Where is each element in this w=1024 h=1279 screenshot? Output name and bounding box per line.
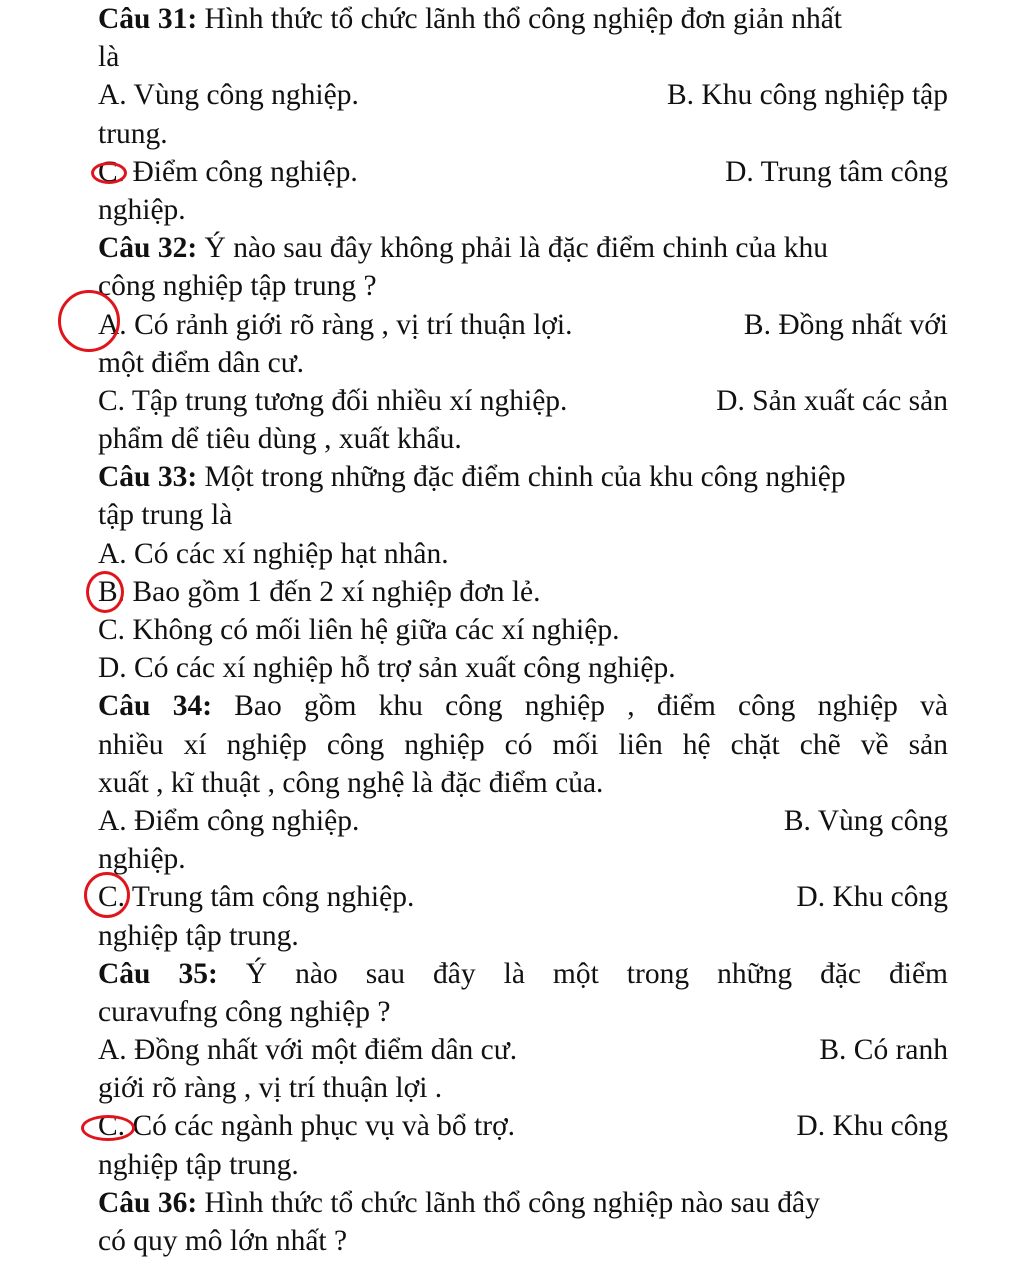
q31-stem: Hình thức tổ chức lãnh thổ công nghiệp đơn giản nhất — [197, 3, 842, 35]
q31-option-b-cont: trung. — [98, 117, 168, 150]
q31-label: Câu 31: — [98, 3, 198, 35]
q34-label: Câu 34: — [98, 690, 213, 723]
q34-option-b-cont: nghiệp. — [98, 843, 186, 876]
q32-option-c: C. Tập trung tương đối nhiều xí nghiệp. — [98, 384, 568, 417]
q35-options-ab — [98, 1031, 948, 1069]
q35-label: Câu 35: — [98, 957, 218, 990]
q31-stem-line-2: là — [98, 41, 120, 74]
q31-options-cd — [98, 153, 948, 191]
q36-stem-line-1 — [98, 1184, 948, 1222]
q32-stem: Ý nào sau đây không phải là đặc điểm chinh của khu — [197, 232, 828, 265]
q36-stem: Hình thức tổ chức lãnh thổ công nghiệp nào sau đây — [197, 1186, 820, 1219]
q35-option-b: B. Có ranh — [819, 1034, 948, 1067]
q35-stem: Ý nào sau đây là một trong những đặc điểm — [217, 957, 948, 990]
q31-option-d: D. Trung tâm công — [725, 155, 948, 188]
q34-option-c: C. Trung tâm công nghiệp. — [98, 878, 414, 916]
q34-option-a: A. Điểm công nghiệp. — [98, 804, 360, 837]
q34-option-d: D. Khu công — [796, 881, 948, 914]
q33-option-b: B. Bao gồm 1 đến 2 xí nghiệp đơn lẻ. — [98, 573, 948, 611]
q32-stem-line-1 — [98, 229, 948, 267]
q35-stem-line-2: curavufng công nghiệp ? — [98, 995, 391, 1028]
q32-option-b-cont: một điểm dân cư. — [98, 346, 305, 379]
q33-option-c: C. Không có mối liên hệ giữa các xí nghiệp. — [98, 614, 620, 646]
q31-option-d-cont: nghiệp. — [98, 193, 186, 226]
q34-stem-line-3: xuất , kĩ thuật , công nghệ là đặc điểm của. — [98, 766, 604, 799]
q32-options-ab — [98, 306, 948, 344]
q35-stem-line-1 — [98, 955, 948, 993]
q32-stem-line-2: công nghiệp tập trung ? — [98, 270, 377, 303]
q36-stem-line-2: có quy mô lớn nhất ? — [98, 1225, 348, 1257]
q35-option-c: C. Có các ngành phục vụ và bổ trợ. — [98, 1107, 515, 1145]
q32-options-cd — [98, 382, 948, 420]
q33-option-d: D. Có các xí nghiệp hỗ trợ sản xuất công nghiệp. — [98, 652, 676, 685]
q34-stem-line-1 — [98, 687, 948, 725]
q34-option-b: B. Vùng công — [783, 804, 948, 837]
q31-option-c: C. Điểm công nghiệp. — [98, 153, 358, 191]
q36-label: Câu 36: — [98, 1186, 198, 1219]
q34-options-ab — [98, 802, 948, 840]
q34-option-d-cont: nghiệp tập trung. — [98, 919, 299, 952]
q32-option-a: A. Có rảnh giới rõ ràng , vị trí thuận lợi. — [98, 306, 572, 344]
exam-page — [98, 0, 948, 1260]
q32-label: Câu 32: — [98, 232, 198, 265]
q31-stem-line-1 — [98, 0, 948, 38]
q35-option-d-cont: nghiệp tập trung. — [98, 1148, 299, 1181]
q34-options-cd — [98, 878, 948, 916]
q32-option-b: B. Đồng nhất với — [743, 308, 948, 341]
q33-stem-line-1 — [98, 458, 948, 496]
q32-option-d: D. Sản xuất các sản — [716, 384, 948, 417]
q31-option-b: B. Khu công nghiệp tập — [666, 79, 948, 112]
q33-stem: Một trong những đặc điểm chinh của khu công nghiệp — [197, 461, 846, 494]
q35-options-cd — [98, 1107, 948, 1145]
q35-option-b-cont: giới rõ ràng , vị trí thuận lợi . — [98, 1072, 443, 1105]
q31-option-a: A. Vùng công nghiệp. — [98, 79, 359, 112]
q31-options-ab — [98, 76, 948, 114]
q35-option-d: D. Khu công — [796, 1110, 948, 1143]
q33-option-a: A. Có các xí nghiệp hạt nhân. — [98, 537, 449, 570]
q35-option-a: A. Đồng nhất với một điểm dân cư. — [98, 1034, 518, 1067]
q32-option-d-cont: phẩm dể tiêu dùng , xuất khẩu. — [98, 423, 462, 456]
q33-label: Câu 33: — [98, 461, 198, 494]
q34-stem: Bao gồm khu công nghiệp , điểm công nghiệp và — [212, 690, 948, 723]
q34-stem-line-2: nhiều xí nghiệp công nghiệp có mối liên hệ chặt chẽ về sản — [98, 728, 948, 761]
q33-stem-line-2: tập trung là — [98, 499, 233, 532]
